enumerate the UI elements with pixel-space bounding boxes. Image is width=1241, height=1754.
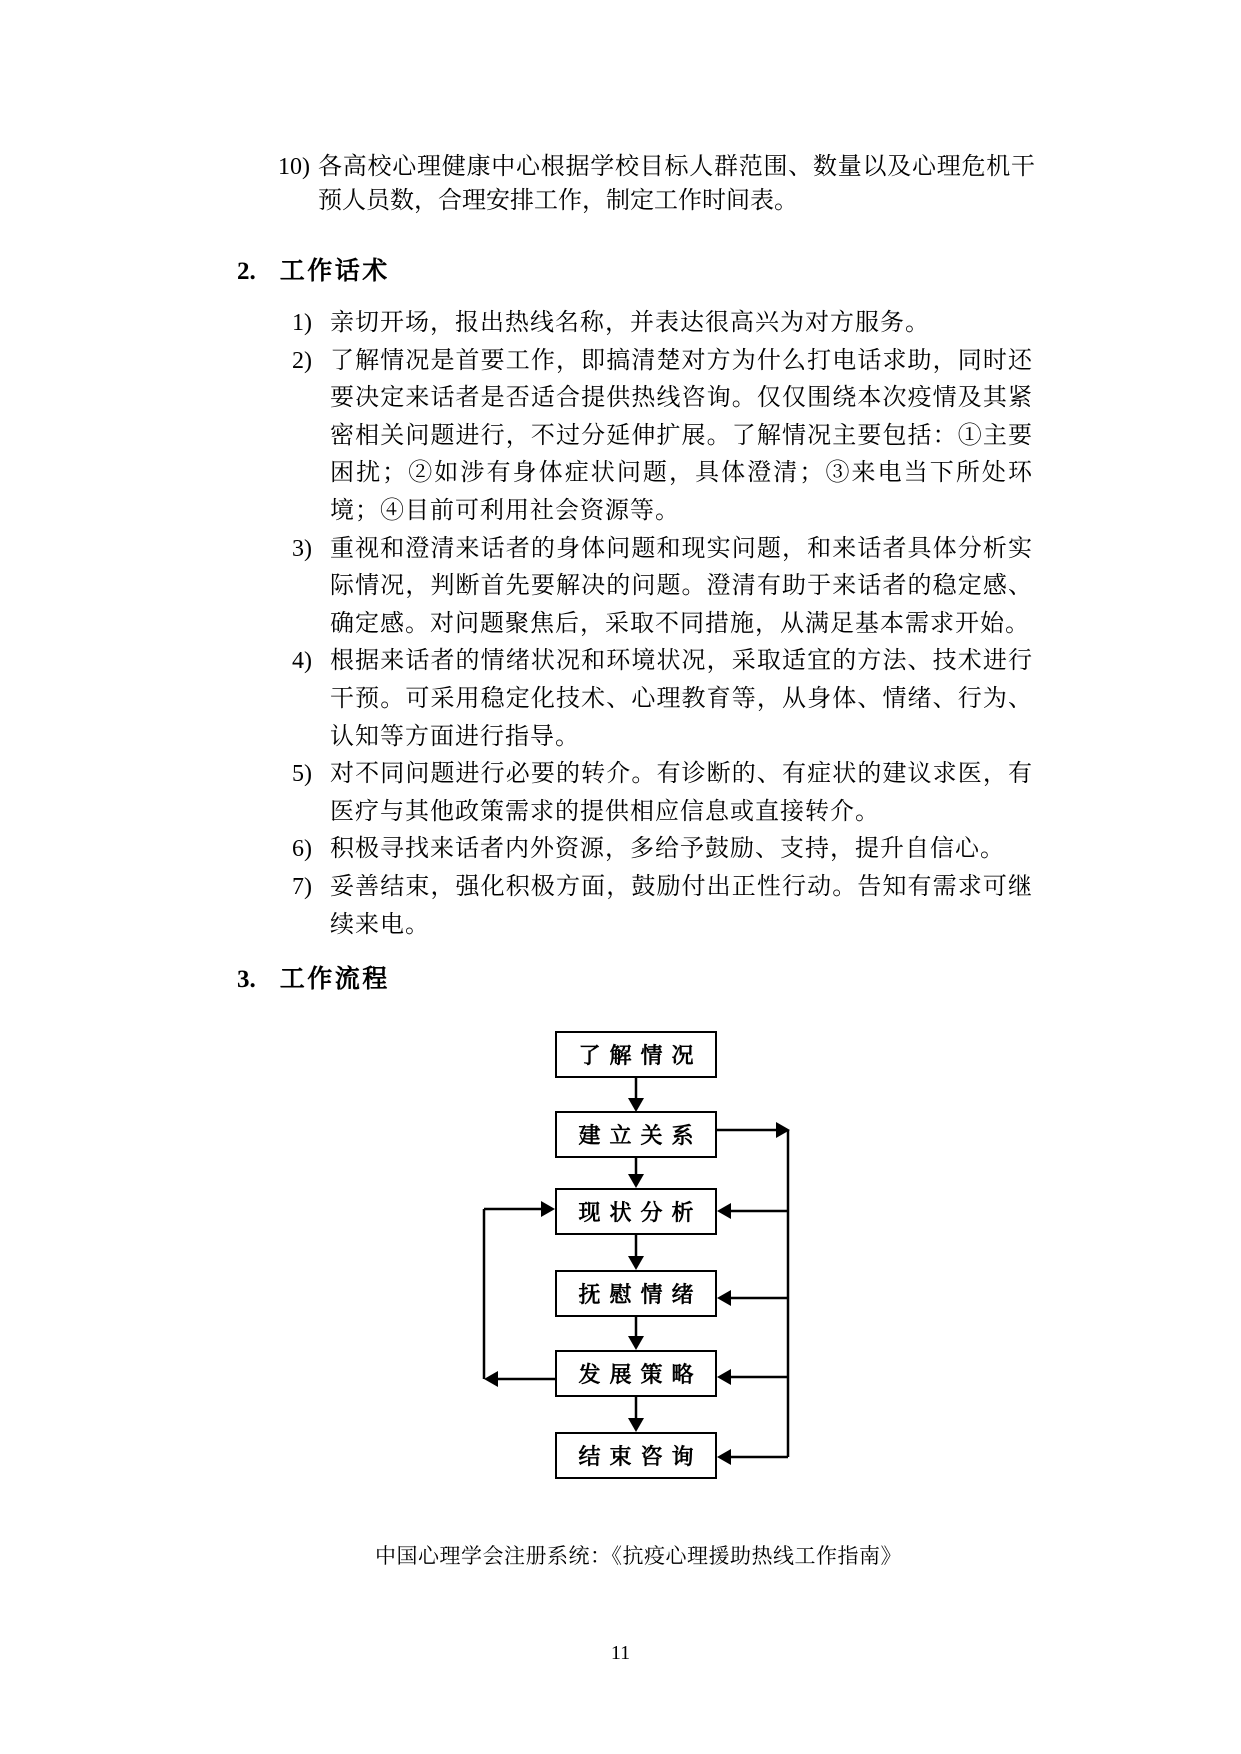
numbered-list — [292, 305, 1033, 944]
list-item-number: 7) — [292, 873, 312, 900]
section-title: 工作话术 — [279, 257, 390, 285]
section-heading-3 — [237, 964, 390, 995]
list-item-text: 了解情况是首要工作，即搞清楚对方为什么打电话求助，同时还要决定来话者是否适合提供热线咨询。仅仅围绕本次疫情及其紧密相关问题进行，不过分延伸扩展。了解情况主要包括：①主要困扰；②如涉有身体症状问题，具体澄清；③来电当下所处环境；④目前可利用社会资源等。 — [330, 347, 1033, 524]
list-item-number: 10) — [278, 154, 310, 180]
right-feedback-line — [717, 1122, 790, 1465]
list-item-number: 2) — [292, 347, 312, 374]
flow-node-develop-strategy: 发展策略 — [555, 1350, 717, 1397]
list-item-text: 根据来话者的情绪状况和环境状况，采取适宜的方法、技术进行干预。可采用稳定化技术、心理教育等，从身体、情绪、行为、认知等方面进行指导。 — [330, 648, 1033, 750]
flow-node-end-consultation: 结束咨询 — [555, 1432, 717, 1479]
section-heading-2 — [237, 256, 390, 287]
flow-node-build-relationship: 建立关系 — [555, 1111, 717, 1158]
list-item-text: 对不同问题进行必要的转介。有诊断的、有症状的建议求医，有医疗与其他政策需求的提供相应信息或直接转介。 — [330, 761, 1033, 825]
section-number: 3. — [237, 966, 256, 993]
list-item-number: 1) — [292, 310, 312, 336]
list-item — [292, 531, 1033, 644]
list-item-text: 亲切开场，报出热线名称，并表达很高兴为对方服务。 — [330, 310, 930, 336]
list-item — [292, 869, 1033, 944]
section-title: 工作流程 — [279, 965, 390, 993]
list-item — [292, 343, 1033, 531]
flow-node-soothe-emotions: 抚慰情绪 — [555, 1270, 717, 1317]
list-item-10 — [278, 150, 1035, 218]
flowchart-connectors — [0, 1020, 1241, 1500]
list-item-text: 积极寻找来话者内外资源，多给予鼓励、支持，提升自信心。 — [330, 836, 1005, 863]
list-item — [292, 305, 1033, 343]
down-arrow — [628, 1078, 644, 1112]
list-item-text: 妥善结束，强化积极方面，鼓励付出正性行动。告知有需求可继续来电。 — [330, 873, 1033, 938]
down-arrow — [628, 1235, 644, 1270]
list-item — [292, 643, 1033, 756]
left-loop-line — [484, 1201, 555, 1387]
list-item-number: 5) — [292, 761, 312, 788]
flow-node-analyze-current-state: 现状分析 — [555, 1188, 717, 1235]
flow-node-understand-situation: 了解情况 — [555, 1031, 717, 1078]
section-number: 2. — [237, 258, 256, 285]
list-item-number: 4) — [292, 648, 312, 675]
list-item-number: 6) — [292, 836, 312, 863]
list-item-text: 重视和澄清来话者的身体问题和现实问题，和来话者具体分析实际情况，判断首先要解决的问题。澄清有助于来话者的稳定感、确定感。对问题聚焦后，采取不同措施，从满足基本需求开始。 — [330, 535, 1033, 637]
down-arrow — [628, 1158, 644, 1188]
list-item — [292, 831, 1033, 869]
down-arrow — [628, 1397, 644, 1432]
list-item-number: 3) — [292, 535, 312, 562]
figure-caption: 中国心理学会注册系统：《抗疫心理援助热线工作指南》 — [375, 1544, 902, 1568]
list-item-text: 各高校心理健康中心根据学校目标人群范围、数量以及心理危机干预人员数，合理安排工作，制定工作时间表。 — [318, 154, 1035, 214]
page-number: 11 — [610, 1642, 631, 1664]
down-arrow — [628, 1317, 644, 1350]
list-item — [292, 756, 1033, 831]
